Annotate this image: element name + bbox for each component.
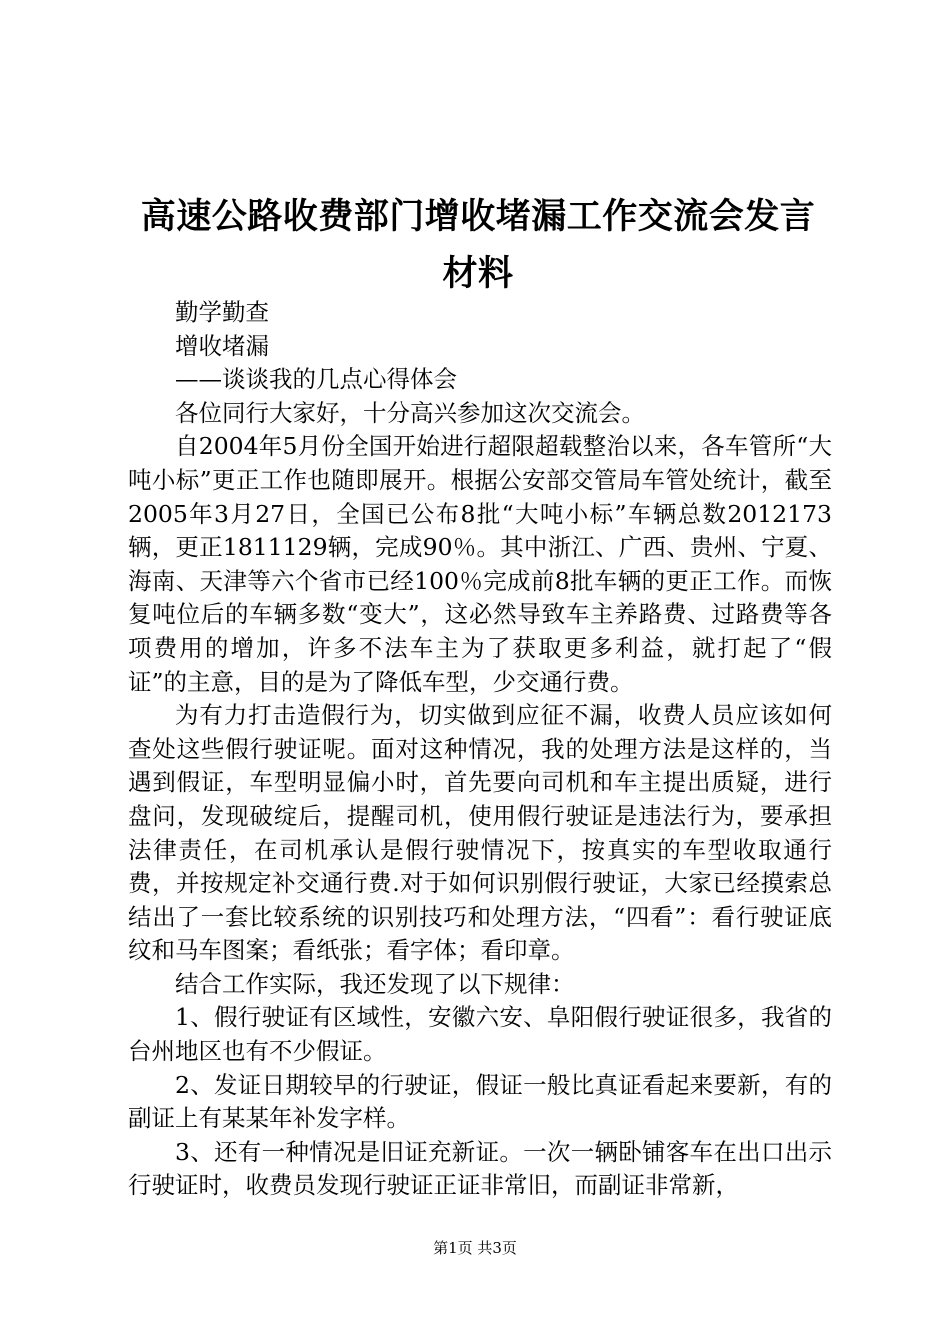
paragraph-background: 自2004年5月份全国开始进行超限超载整治以来，各车管所“大吨小标”更正工作也随即展开。根据公安部交管局车管处统计，截至2005年3月27日，全国已公布8批“大吨小标”车辆总数2012173辆，更正1811129辆，完成90％。其中浙江、广西、贵州、宁夏、海南、天津等六个省市已经100％完成前8批车辆的更正工作。而恢复吨位后的车辆多数“变大”，这必然导致车主养路费、过路费等各项费用的增加，许多不法车主为了获取更多利益，就打起了“假证”的主意，目的是为了降低车型，少交通行费。 [128,432,832,696]
paragraph-rules-intro: 结合工作实际，我还发现了以下规律： [175,969,575,998]
paragraph-rule-1: 1、假行驶证有区域性，安徽六安、阜阳假行驶证很多，我省的台州地区也有不少假证。 [128,1003,832,1066]
paragraph-subtitle-3: ——谈谈我的几点心得体会 [175,365,457,394]
page-footer: 第1页 共3页 [433,1239,517,1257]
paragraph-greeting: 各位同行大家好，十分高兴参加这次交流会。 [175,398,645,427]
paragraph-method: 为有力打击造假行为，切实做到应征不漏，收费人员应该如何查处这些假行驶证呢。面对这种情况，我的处理方法是这样的，当遇到假证，车型明显偏小时，首先要向司机和车主提出质疑，进行盘问，发现破绽后，提醒司机，使用假行驶证是违法行为，要承担法律责任，在司机承认是假行驶情况下，按真实的车型收取通行费，并按规定补交通行费.对于如何识别假行驶证，大家已经摸索总结出了一套比较系统的识别技巧和处理方法，“四看”：看行驶证底纹和马车图案；看纸张；看字体；看印章。 [128,701,832,965]
document-body [128,296,832,1203]
paragraph-subtitle-2: 增收堵漏 [175,331,269,360]
paragraph-rule-3: 3、还有一种情况是旧证充新证。一次一辆卧铺客车在出口出示行驶证时，收费员发现行驶证正证非常旧，而副证非常新， [128,1137,832,1200]
paragraph-subtitle-1: 勤学勤查 [175,298,269,326]
document-title: 高速公路收费部门增收堵漏工作交流会发言材料 [140,196,816,294]
paragraph-rule-2: 2、发证日期较早的行驶证，假证一般比真证看起来要新，有的副证上有某某年补发字样。 [128,1070,832,1133]
